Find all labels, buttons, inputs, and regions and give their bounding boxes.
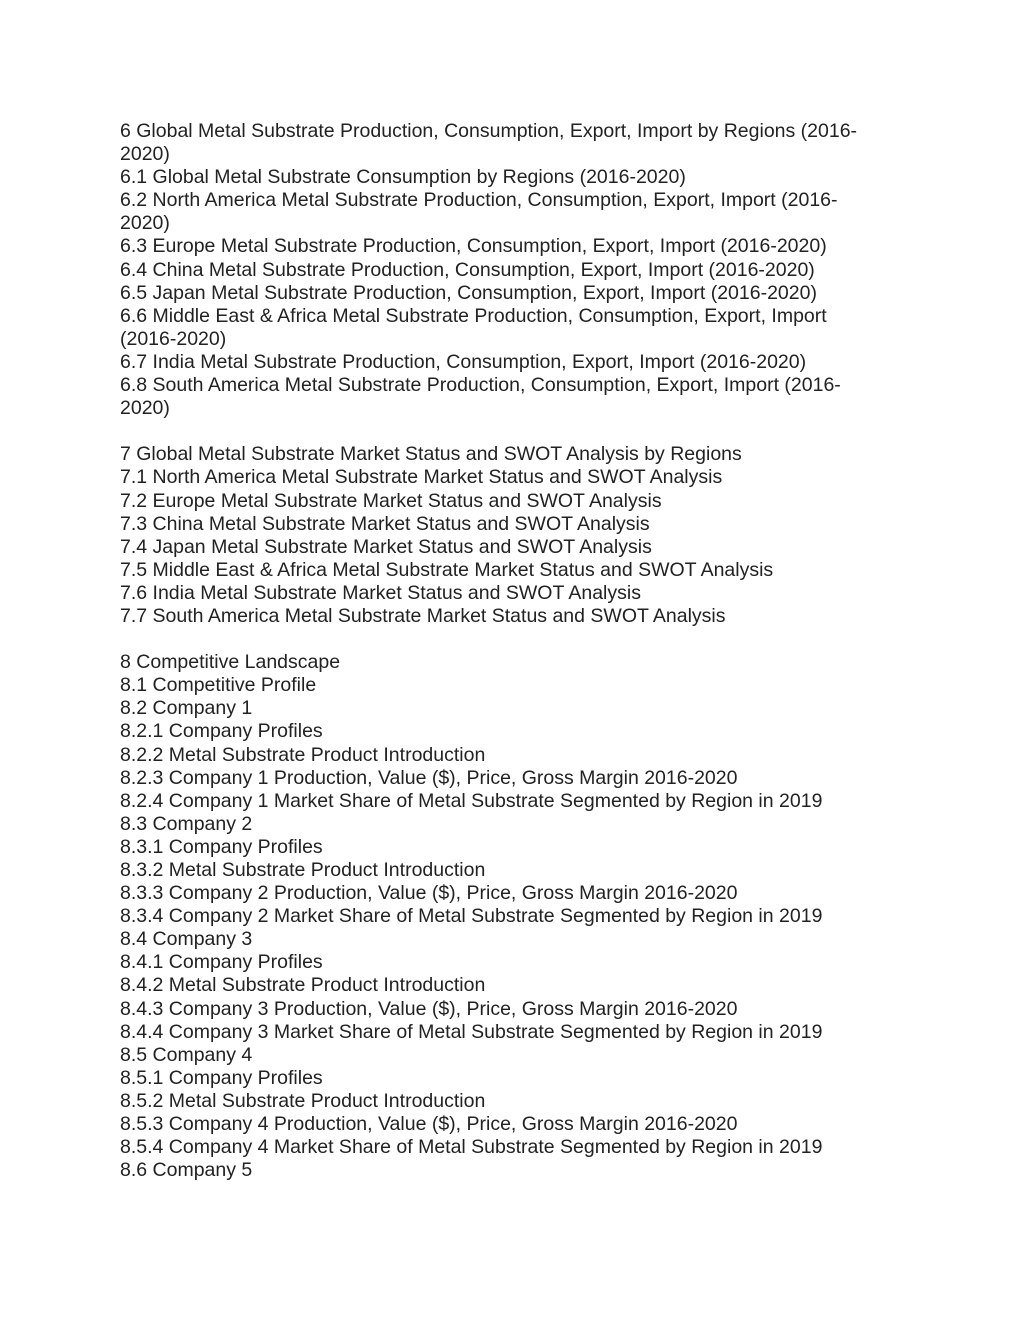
toc-line: 2020) — [120, 212, 170, 235]
section-gap — [120, 628, 900, 651]
toc-line: 6.8 South America Metal Substrate Production, Consumption, Export, Import (2016- — [120, 374, 841, 397]
toc-line: 8.5.1 Company Profiles — [120, 1066, 323, 1089]
toc-line: 7.6 India Metal Substrate Market Status and SWOT Analysis — [120, 581, 641, 604]
section-8 — [120, 651, 900, 1182]
toc-line: 8.3.3 Company 2 Production, Value ($), Price, Gross Margin 2016-2020 — [120, 882, 738, 905]
toc-line: 8.1 Competitive Profile — [120, 674, 317, 697]
toc-line: 7 Global Metal Substrate Market Status and SWOT Analysis by Regions — [120, 443, 742, 466]
toc-line: 8.3.2 Metal Substrate Product Introduction — [120, 859, 486, 881]
section-6 — [120, 120, 900, 420]
toc-line: 6.3 Europe Metal Substrate Production, Consumption, Export, Import (2016-2020) — [120, 235, 827, 258]
toc-line: 8.2 Company 1 — [120, 697, 253, 720]
toc-line: 7.7 South America Metal Substrate Market Status and SWOT Analysis — [120, 604, 726, 627]
toc-line: 8 Competitive Landscape — [120, 651, 341, 674]
toc-line: 6.1 Global Metal Substrate Consumption by Regions (2016-2020) — [120, 166, 686, 189]
toc-line: 6.6 Middle East & Africa Metal Substrate Production, Consumption, Export, Import — [120, 304, 827, 327]
toc-line: 8.5.2 Metal Substrate Product Introduction — [120, 1089, 486, 1112]
toc-line: 8.6 Company 5 — [120, 1159, 253, 1182]
toc-line: 7.1 North America Metal Substrate Market Status and SWOT Analysis — [120, 466, 723, 489]
toc-line: 6 Global Metal Substrate Production, Consumption, Export, Import by Regions (2016- — [120, 120, 858, 142]
toc-line: 2020) — [120, 397, 170, 420]
toc-line: 7.3 China Metal Substrate Market Status and SWOT Analysis — [120, 512, 650, 535]
toc-line: 8.2.2 Metal Substrate Product Introduction — [120, 743, 486, 766]
toc-line: 8.5.3 Company 4 Production, Value ($), Price, Gross Margin 2016-2020 — [120, 1113, 738, 1136]
toc-line: 7.4 Japan Metal Substrate Market Status and SWOT Analysis — [120, 535, 652, 558]
toc-line: 8.2.4 Company 1 Market Share of Metal Substrate Segmented by Region in 2019 — [120, 789, 823, 812]
toc-line: 8.4.4 Company 3 Market Share of Metal Substrate Segmented by Region in 2019 — [120, 1020, 823, 1043]
toc-line: 8.4.1 Company Profiles — [120, 951, 323, 974]
document-page — [120, 120, 900, 1182]
toc-line: 8.4.2 Metal Substrate Product Introduction — [120, 974, 486, 997]
toc-line: 6.7 India Metal Substrate Production, Consumption, Export, Import (2016-2020) — [120, 350, 807, 373]
toc-line: 8.4.3 Company 3 Production, Value ($), Price, Gross Margin 2016-2020 — [120, 997, 738, 1020]
toc-line: 8.5 Company 4 — [120, 1043, 253, 1066]
toc-line: 6.5 Japan Metal Substrate Production, Consumption, Export, Import (2016-2020) — [120, 281, 817, 304]
toc-line: 8.3.4 Company 2 Market Share of Metal Substrate Segmented by Region in 2019 — [120, 905, 823, 928]
toc-line: 6.2 North America Metal Substrate Production, Consumption, Export, Import (2016- — [120, 189, 838, 212]
toc-line: 8.2.3 Company 1 Production, Value ($), Price, Gross Margin 2016-2020 — [120, 766, 738, 789]
toc-line: 7.2 Europe Metal Substrate Market Status and SWOT Analysis — [120, 489, 662, 512]
toc-line: (2016-2020) — [120, 327, 227, 350]
toc-line: 6.4 China Metal Substrate Production, Consumption, Export, Import (2016-2020) — [120, 258, 815, 281]
toc-line: 2020) — [120, 143, 170, 166]
toc-line: 8.4 Company 3 — [120, 928, 253, 951]
toc-line: 8.2.1 Company Profiles — [120, 720, 323, 743]
toc-line: 8.3.1 Company Profiles — [120, 835, 323, 858]
toc-line: 8.5.4 Company 4 Market Share of Metal Substrate Segmented by Region in 2019 — [120, 1136, 823, 1159]
section-7 — [120, 443, 900, 628]
toc-line: 7.5 Middle East & Africa Metal Substrate Market Status and SWOT Analysis — [120, 558, 774, 581]
section-gap — [120, 420, 900, 443]
toc-line: 8.3 Company 2 — [120, 812, 253, 835]
